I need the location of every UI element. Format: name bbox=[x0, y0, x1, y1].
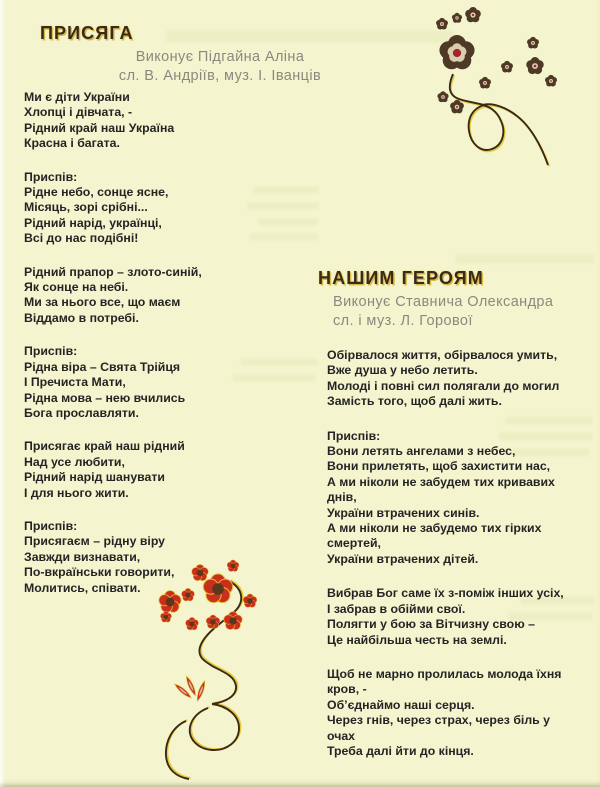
lyric-line: Вони летять ангелами з небес, bbox=[327, 444, 516, 459]
lyric-line: Завжди визнавати, bbox=[24, 549, 141, 564]
lyric-line: Це найбільша честь на землі. bbox=[327, 632, 507, 647]
lyric-line: Як сонце на небі. bbox=[24, 280, 129, 295]
stanza bbox=[327, 586, 564, 648]
lyric-line: І для нього жити. bbox=[24, 485, 129, 500]
lyric-line: По-вкраїнськи говорити, bbox=[24, 565, 175, 580]
stanza bbox=[327, 429, 564, 568]
lyric-line: Замість того, щоб далі жить. bbox=[327, 394, 502, 409]
lyric-line: Щоб не марно пролилась молода їхня bbox=[327, 666, 562, 681]
stanza bbox=[24, 519, 202, 596]
lyric-line: Рідне небо, сонце ясне, bbox=[24, 185, 169, 200]
stanza bbox=[24, 344, 202, 421]
lyric-line: Обірвалося життя, обірвалося умить, bbox=[327, 348, 558, 362]
lyric-line: України втрачених синів. bbox=[327, 505, 480, 520]
lyric-line: Приспів: bbox=[24, 169, 78, 184]
stanza bbox=[327, 348, 564, 410]
lyric-line: Віддамо в потребі. bbox=[24, 310, 139, 325]
ghost-showthrough bbox=[258, 218, 318, 226]
lyric-line: Бога прославляти. bbox=[24, 405, 139, 420]
song-title: ПРИСЯГА bbox=[40, 23, 134, 43]
lyric-line: Рідний нарід, українці, bbox=[24, 215, 162, 230]
ghost-showthrough bbox=[240, 358, 318, 366]
top-right-vine bbox=[436, 7, 557, 166]
lyric-line: Треба далі йти до кінця. bbox=[327, 743, 474, 758]
lyric-line: Рідна віра – Свята Трійця bbox=[24, 359, 181, 374]
stanza bbox=[24, 90, 202, 152]
lyric-line: Ми за нього все, що маєм bbox=[24, 295, 181, 310]
lyric-line: днів, bbox=[327, 490, 357, 505]
ghost-showthrough bbox=[247, 202, 319, 210]
song-title: НАШИМ ГЕРОЯМ bbox=[318, 268, 484, 288]
stanza bbox=[327, 667, 564, 759]
credits-line: сл. В. Андріїв, муз. І. Іванців bbox=[118, 67, 322, 84]
lyric-line: І Пречиста Мати, bbox=[24, 375, 126, 390]
lyric-line: очах bbox=[327, 728, 356, 743]
lyric-line: І забрав в обійми свої. bbox=[327, 601, 466, 616]
lyric-line: Молоді і повні сил полягали до могил bbox=[327, 378, 560, 393]
lyric-line: А ми ніколи не забудем тих кривавих bbox=[327, 474, 555, 489]
song-stanzas bbox=[24, 90, 202, 614]
performer-line: Виконує Ставнича Олександра bbox=[333, 294, 554, 310]
lyric-line: кров, - bbox=[327, 682, 367, 697]
lyric-line: Вже душа у небо летить. bbox=[327, 363, 478, 378]
lyric-line: України втрачених дітей. bbox=[327, 551, 479, 566]
lyric-line: Рідний прапор – злото-синій, bbox=[24, 264, 202, 279]
lyric-line: Рідний край наш Україна bbox=[24, 120, 175, 135]
lyric-line: Через гнів, через страх, через біль у bbox=[327, 713, 550, 728]
red-leaves bbox=[173, 675, 207, 702]
lyric-line: Вибрав Бог саме їх з-поміж інших усіх, bbox=[327, 586, 564, 601]
lyric-line: Об’єднаймо наші серця. bbox=[327, 697, 475, 712]
scan-edge-bottom bbox=[0, 782, 600, 787]
lyric-line: Приспів: bbox=[327, 428, 381, 443]
credits-line: сл. і муз. Л. Горової bbox=[333, 312, 473, 329]
lyric-line: Присягає край наш рідний bbox=[24, 439, 185, 454]
ghost-showthrough bbox=[455, 254, 595, 264]
song-credits-block bbox=[333, 293, 553, 330]
stanza bbox=[24, 265, 202, 327]
song-credits-block bbox=[24, 48, 416, 85]
stanza bbox=[24, 439, 202, 501]
song-stanzas bbox=[327, 348, 564, 778]
lyric-line: Рідний нарід шанувати bbox=[24, 470, 165, 485]
lyric-line: А ми ніколи не забудемо тих гірких bbox=[327, 521, 542, 536]
lyric-line: Красна і багата. bbox=[24, 136, 120, 151]
lyric-line: Над усе любити, bbox=[24, 454, 125, 469]
lyric-line: Приспів: bbox=[24, 344, 78, 359]
lyric-line: Вони прилетять, щоб захистити нас, bbox=[327, 459, 551, 474]
ghost-showthrough bbox=[166, 30, 454, 43]
lyric-line: Молитись, співати. bbox=[24, 580, 141, 595]
performer-line: Виконує Підгайна Аліна bbox=[135, 49, 305, 65]
lyric-line: Хлопці і дівчата, - bbox=[24, 105, 133, 120]
stanza bbox=[24, 170, 202, 247]
ghost-showthrough bbox=[253, 186, 319, 194]
lyric-line: Приспів: bbox=[24, 518, 78, 533]
lyric-line: Ми є діти України bbox=[24, 90, 130, 104]
lyric-line: Рідна мова – нею вчились bbox=[24, 390, 186, 405]
scan-edge-left bbox=[0, 0, 5, 787]
lyric-line: Присягаєм – рідну віру bbox=[24, 534, 166, 549]
lyric-line: Місяць, зорі срібні... bbox=[24, 200, 148, 215]
lyric-line: смертей, bbox=[327, 536, 381, 551]
lyric-line: Всі до нас подібні! bbox=[24, 231, 139, 246]
ghost-showthrough bbox=[232, 374, 316, 382]
ghost-showthrough bbox=[250, 233, 318, 241]
lyric-line: Полягти у бою за Вітчизну свою – bbox=[327, 617, 535, 632]
